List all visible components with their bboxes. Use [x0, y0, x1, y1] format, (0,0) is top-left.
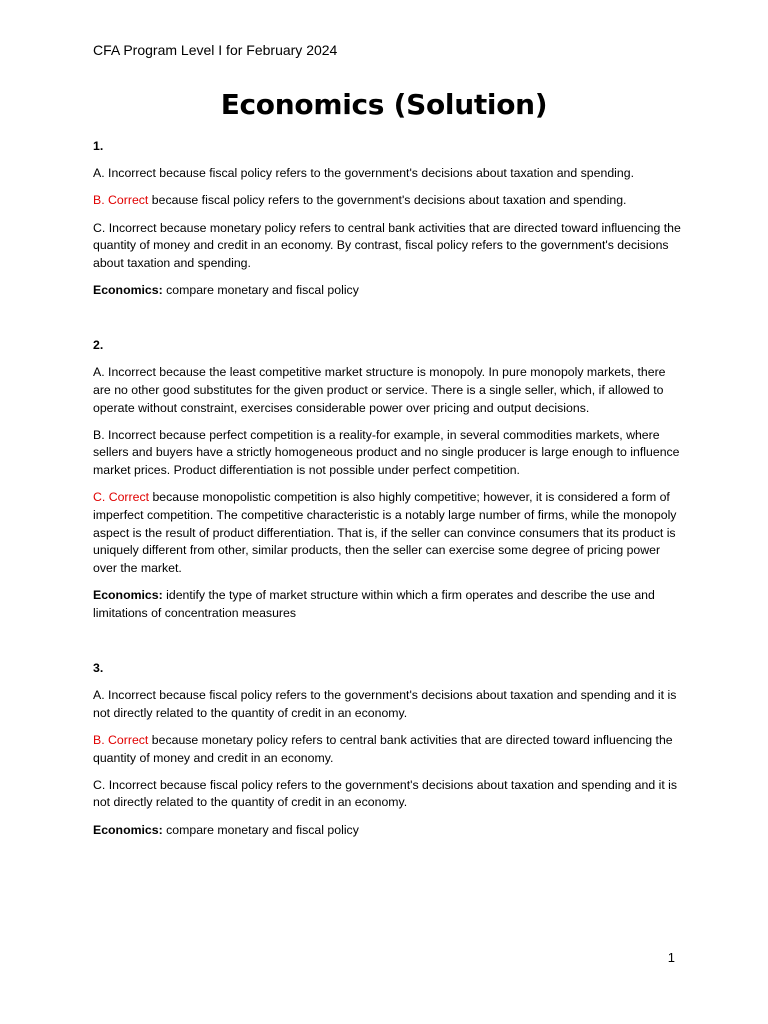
option-text: A. Incorrect because the least competitive market structure is monopoly. In pure monopoly markets, there are no other good substitutes for the given product or service. There is a single seller, which, if allowed to operate without constraint, exercises considerable power over pricing and output decisions.	[93, 365, 666, 415]
correct-label: B. Correct	[93, 732, 149, 747]
topic-line	[93, 822, 683, 840]
option-b	[93, 732, 683, 767]
question-3	[93, 660, 683, 840]
solutions-content	[93, 138, 683, 876]
topic-text: identify the type of market structure within which a firm operates and describe the use and limitations of concentration measures	[93, 588, 655, 621]
option-text: C. Incorrect because monetary policy refers to central bank activities that are directed toward influencing the quantity of money and credit in an economy. By contrast, fiscal policy refers to the government's decisions about taxation and spending.	[93, 220, 681, 271]
correct-label: C. Correct	[93, 490, 150, 505]
topic-line	[93, 587, 683, 622]
option-text: A. Incorrect because fiscal policy refers to the government's decisions about taxation and spending.	[93, 166, 634, 181]
option-c	[93, 220, 683, 273]
topic-label: Economics:	[93, 822, 163, 837]
topic-text: compare monetary and fiscal policy	[162, 822, 359, 837]
question-2	[93, 337, 683, 623]
option-text: because monopolistic competition is also highly competitive; however, it is considered a form of imperfect competition. The competitive characteristic is a notably large number of firms, while the monopoly aspect is the result of product differentiation. That is, if the seller can convince consumers that its product is uniquely different from other, similar products, then the seller can exercise some degree of pricing power over the market.	[93, 490, 677, 576]
option-text: because fiscal policy refers to the government's decisions about taxation and spending.	[148, 193, 627, 208]
correct-label: B. Correct	[93, 193, 149, 208]
topic-label: Economics:	[93, 588, 163, 603]
page-title: Economics (Solution)	[220, 88, 548, 121]
question-1	[93, 138, 683, 300]
topic-label: Economics:	[93, 283, 163, 298]
option-a	[93, 364, 683, 417]
option-b	[93, 427, 683, 480]
option-b	[93, 192, 683, 210]
page-number: 1	[667, 950, 675, 965]
topic-text: compare monetary and fiscal policy	[162, 283, 359, 298]
topic-line	[93, 282, 683, 300]
option-a	[93, 165, 683, 183]
option-a	[93, 687, 683, 722]
option-text: C. Incorrect because fiscal policy refers to the government's decisions about taxation and spending and it is not directly related to the quantity of credit in an economy.	[93, 777, 678, 810]
question-number: 1.	[93, 139, 104, 153]
document-header: CFA Program Level I for February 2024	[93, 42, 338, 58]
option-text: B. Incorrect because perfect competition is a reality-for example, in several commodities markets, where sellers and buyers have a strictly homogeneous product and no single producer is large enough to influence market prices. Product differentiation is not possible under perfect competition.	[93, 427, 680, 478]
question-number: 3.	[93, 660, 104, 675]
option-c	[93, 489, 683, 578]
option-c	[93, 777, 683, 812]
question-number: 2.	[93, 337, 104, 352]
option-text: A. Incorrect because fiscal policy refers to the government's decisions about taxation and spending and it is not directly related to the quantity of credit in an economy.	[93, 687, 677, 720]
option-text: because monetary policy refers to central bank activities that are directed toward influencing the quantity of money and credit in an economy.	[93, 732, 673, 765]
